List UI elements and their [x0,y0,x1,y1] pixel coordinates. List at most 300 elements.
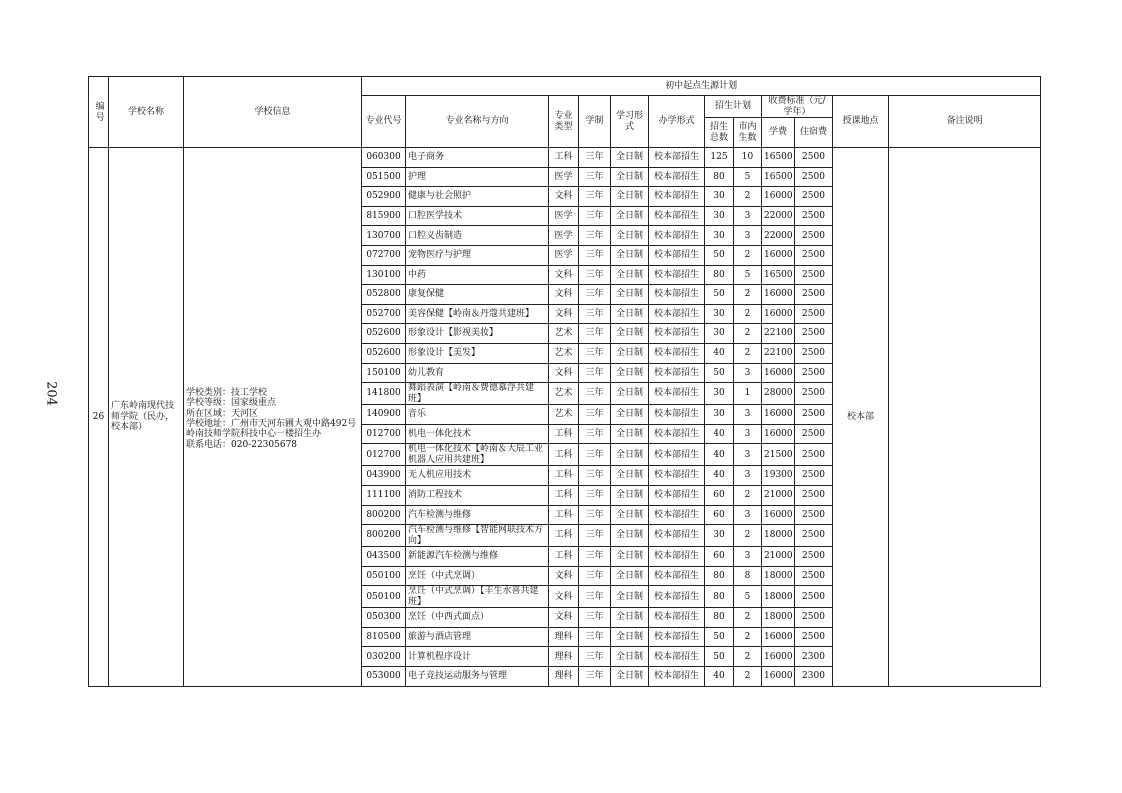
header-major-type: 专业类型 [549,96,579,148]
enroll-total: 50 [705,285,734,305]
enroll-total: 125 [705,148,734,168]
run-form: 校本部招生 [649,324,705,344]
enroll-city: 2 [734,525,762,547]
study-form: 全日制 [611,226,649,246]
enroll-total: 30 [705,324,734,344]
dorm-fee: 2500 [795,226,833,246]
tuition-fee: 16500 [762,167,795,187]
major-type: 工科 [549,485,579,505]
duration: 三年 [579,424,611,444]
major-name: 消防工程技术 [406,485,549,505]
dorm-fee: 2500 [795,627,833,647]
enroll-total: 50 [705,627,734,647]
duration: 三年 [579,647,611,667]
run-form: 校本部招生 [649,245,705,265]
major-code: 141800 [362,383,406,405]
duration: 三年 [579,525,611,547]
study-form: 全日制 [611,324,649,344]
major-code: 052700 [362,304,406,324]
duration: 三年 [579,405,611,425]
tuition-fee: 16000 [762,285,795,305]
major-code: 051500 [362,167,406,187]
major-type: 艺术 [549,383,579,405]
enroll-total: 60 [705,485,734,505]
enroll-city: 2 [734,647,762,667]
enroll-total: 40 [705,444,734,466]
major-code: 012700 [362,424,406,444]
enroll-total: 30 [705,206,734,226]
school-info [184,148,362,687]
header-run-form: 办学形式 [649,96,705,148]
run-form: 校本部招生 [649,167,705,187]
dorm-fee: 2500 [795,383,833,405]
enroll-city: 2 [734,608,762,628]
enroll-city: 2 [734,285,762,305]
major-name: 形象设计【影视美妆】 [406,324,549,344]
study-form: 全日制 [611,265,649,285]
header-city: 市内生数 [734,118,762,148]
major-name: 电子商务 [406,148,549,168]
major-code: 060300 [362,148,406,168]
run-form: 校本部招生 [649,586,705,608]
major-code: 130100 [362,265,406,285]
enroll-total: 80 [705,608,734,628]
tuition-fee: 16000 [762,647,795,667]
major-code: 052600 [362,343,406,363]
major-type: 文科 [549,586,579,608]
enroll-city: 5 [734,265,762,285]
major-name: 中药 [406,265,549,285]
enroll-city: 3 [734,444,762,466]
study-form: 全日制 [611,444,649,466]
major-type: 医学 [549,206,579,226]
enroll-total: 80 [705,586,734,608]
dorm-fee: 2500 [795,547,833,567]
enroll-total: 60 [705,505,734,525]
dorm-fee: 2500 [795,148,833,168]
tuition-fee: 19300 [762,466,795,486]
duration: 三年 [579,383,611,405]
major-name: 无人机应用技术 [406,466,549,486]
dorm-fee: 2500 [795,444,833,466]
major-type: 文科 [549,363,579,383]
study-form: 全日制 [611,187,649,207]
dorm-fee: 2500 [795,466,833,486]
school-no: 26 [89,148,109,687]
run-form: 校本部招生 [649,547,705,567]
major-code: 012700 [362,444,406,466]
enroll-city: 3 [734,226,762,246]
header-total: 招生总数 [705,118,734,148]
school-info-line: 学校类别：技工学校 [186,388,268,398]
run-form: 校本部招生 [649,505,705,525]
duration: 三年 [579,466,611,486]
tuition-fee: 16000 [762,363,795,383]
major-code: 130700 [362,226,406,246]
tuition-fee: 21500 [762,444,795,466]
school-info-line: 学校等级：国家级重点 [186,398,277,409]
enroll-total: 80 [705,167,734,187]
dorm-fee: 2300 [795,647,833,667]
tuition-fee: 21000 [762,485,795,505]
duration: 三年 [579,265,611,285]
duration: 三年 [579,148,611,168]
run-form: 校本部招生 [649,608,705,628]
tuition-fee: 22000 [762,226,795,246]
major-code: 052600 [362,324,406,344]
enroll-city: 2 [734,304,762,324]
duration: 三年 [579,547,611,567]
study-form: 全日制 [611,525,649,547]
major-type: 文科 [549,285,579,305]
tuition-fee: 16000 [762,405,795,425]
header-major-code: 专业代号 [362,96,406,148]
run-form: 校本部招生 [649,566,705,586]
header-location: 授课地点 [833,96,889,148]
dorm-fee: 2500 [795,304,833,324]
enroll-total: 40 [705,667,734,687]
major-code: 111100 [362,485,406,505]
enroll-city: 3 [734,547,762,567]
enroll-total: 60 [705,547,734,567]
dorm-fee: 2500 [795,505,833,525]
enroll-total: 30 [705,304,734,324]
enroll-total: 40 [705,466,734,486]
tuition-fee: 21000 [762,547,795,567]
major-name: 幼儿教育 [406,363,549,383]
major-code: 030200 [362,647,406,667]
major-type: 理科 [549,647,579,667]
run-form: 校本部招生 [649,363,705,383]
table-row [89,148,1041,168]
run-form: 校本部招生 [649,667,705,687]
dorm-fee: 2500 [795,343,833,363]
major-code: 800200 [362,505,406,525]
dorm-fee: 2500 [795,265,833,285]
study-form: 全日制 [611,586,649,608]
major-name: 护理 [406,167,549,187]
teaching-location: 校本部 [833,148,889,687]
major-code: 053000 [362,667,406,687]
major-name: 口腔医学技术 [406,206,549,226]
tuition-fee: 18000 [762,608,795,628]
major-code: 072700 [362,245,406,265]
dorm-fee: 2500 [795,324,833,344]
tuition-fee: 16000 [762,187,795,207]
major-name: 汽车检测与维修 [406,505,549,525]
header-tuition: 学费 [762,118,795,148]
header-duration: 学制 [579,96,611,148]
enroll-city: 3 [734,466,762,486]
major-name: 烹饪（中式烹调）【丰生水喜共建班】 [406,586,549,608]
enroll-city: 10 [734,148,762,168]
tuition-fee: 18000 [762,525,795,547]
major-code: 043900 [362,466,406,486]
major-code: 140900 [362,405,406,425]
header-major-name: 专业名称与方向 [406,96,549,148]
major-code: 052800 [362,285,406,305]
duration: 三年 [579,245,611,265]
enroll-total: 30 [705,525,734,547]
study-form: 全日制 [611,485,649,505]
enroll-total: 40 [705,343,734,363]
duration: 三年 [579,187,611,207]
enroll-total: 30 [705,405,734,425]
major-name: 机电一体化技术【岭南＆大辰工业机器人应用共建班】 [406,444,549,466]
tuition-fee: 16000 [762,627,795,647]
major-type: 艺术 [549,405,579,425]
run-form: 校本部招生 [649,187,705,207]
dorm-fee: 2500 [795,245,833,265]
major-code: 050100 [362,586,406,608]
major-type: 医学 [549,245,579,265]
run-form: 校本部招生 [649,466,705,486]
major-code: 050300 [362,608,406,628]
tuition-fee: 16000 [762,424,795,444]
header-dorm: 住宿费 [795,118,833,148]
enroll-city: 5 [734,586,762,608]
run-form: 校本部招生 [649,304,705,324]
duration: 三年 [579,285,611,305]
major-name: 新能源汽车检测与维修 [406,547,549,567]
school-name: 广东岭南现代技师学院（民办，校本部） [109,148,184,687]
enroll-total: 50 [705,363,734,383]
dorm-fee: 2500 [795,206,833,226]
study-form: 全日制 [611,206,649,226]
major-type: 文科 [549,304,579,324]
header-group-title: 初中起点生源计划 [362,77,1041,96]
major-type: 艺术 [549,324,579,344]
major-type: 工科 [549,547,579,567]
major-name: 音乐 [406,405,549,425]
duration: 三年 [579,444,611,466]
tuition-fee: 16000 [762,245,795,265]
run-form: 校本部招生 [649,285,705,305]
major-type: 文科 [549,566,579,586]
study-form: 全日制 [611,424,649,444]
enroll-city: 5 [734,167,762,187]
enroll-total: 80 [705,265,734,285]
school-info-line: 联系电话：020-22305678 [186,439,298,450]
tuition-fee: 16000 [762,304,795,324]
major-type: 工科 [549,525,579,547]
study-form: 全日制 [611,667,649,687]
study-form: 全日制 [611,304,649,324]
major-code: 150100 [362,363,406,383]
major-name: 舞蹈表演【岭南＆费德慕浮共建班】 [406,383,549,405]
duration: 三年 [579,566,611,586]
major-name: 计算机程序设计 [406,647,549,667]
run-form: 校本部招生 [649,627,705,647]
enroll-total: 50 [705,647,734,667]
major-name: 宠物医疗与护理 [406,245,549,265]
run-form: 校本部招生 [649,343,705,363]
header-no: 编号 [89,77,109,148]
duration: 三年 [579,667,611,687]
study-form: 全日制 [611,285,649,305]
duration: 三年 [579,608,611,628]
dorm-fee: 2500 [795,566,833,586]
enrollment-table [88,76,1041,687]
duration: 三年 [579,586,611,608]
enroll-city: 2 [734,324,762,344]
duration: 三年 [579,485,611,505]
major-name: 健康与社会照护 [406,187,549,207]
major-type: 艺术 [549,343,579,363]
run-form: 校本部招生 [649,647,705,667]
study-form: 全日制 [611,383,649,405]
enroll-city: 3 [734,363,762,383]
dorm-fee: 2500 [795,525,833,547]
run-form: 校本部招生 [649,424,705,444]
run-form: 校本部招生 [649,206,705,226]
enroll-city: 2 [734,485,762,505]
dorm-fee: 2500 [795,285,833,305]
major-type: 文科 [549,187,579,207]
major-code: 043500 [362,547,406,567]
run-form: 校本部招生 [649,485,705,505]
study-form: 全日制 [611,466,649,486]
duration: 三年 [579,304,611,324]
major-name: 电子竞技运动服务与管理 [406,667,549,687]
major-code: 050100 [362,566,406,586]
major-name: 旅游与酒店管理 [406,627,549,647]
enroll-city: 2 [734,667,762,687]
study-form: 全日制 [611,167,649,187]
enroll-total: 50 [705,245,734,265]
run-form: 校本部招生 [649,525,705,547]
study-form: 全日制 [611,647,649,667]
major-type: 工科 [549,148,579,168]
duration: 三年 [579,363,611,383]
enroll-city: 3 [734,505,762,525]
tuition-fee: 18000 [762,566,795,586]
major-name: 美容保健【岭南＆丹蔻共建班】 [406,304,549,324]
major-code: 052900 [362,187,406,207]
major-type: 工科 [549,424,579,444]
study-form: 全日制 [611,148,649,168]
dorm-fee: 2500 [795,424,833,444]
run-form: 校本部招生 [649,226,705,246]
major-type: 医学 [549,167,579,187]
major-name: 口腔义齿制造 [406,226,549,246]
duration: 三年 [579,505,611,525]
page-number: 204 [43,381,59,406]
tuition-fee: 22100 [762,343,795,363]
remarks [889,148,1041,687]
enroll-city: 2 [734,627,762,647]
major-type: 工科 [549,505,579,525]
study-form: 全日制 [611,405,649,425]
enroll-total: 30 [705,226,734,246]
tuition-fee: 22100 [762,324,795,344]
major-code: 810500 [362,627,406,647]
tuition-fee: 18000 [762,586,795,608]
enroll-city: 3 [734,424,762,444]
run-form: 校本部招生 [649,383,705,405]
tuition-fee: 16000 [762,505,795,525]
run-form: 校本部招生 [649,444,705,466]
header-remarks: 备注说明 [889,96,1041,148]
duration: 三年 [579,206,611,226]
duration: 三年 [579,343,611,363]
major-name: 康复保健 [406,285,549,305]
duration: 三年 [579,167,611,187]
school-info-line: 学校地址：广州市天河东圃大观中路492号岭南技师学院科技中心一楼招生办 [186,419,357,440]
major-type: 医学 [549,226,579,246]
major-name: 形象设计【美发】 [406,343,549,363]
study-form: 全日制 [611,363,649,383]
header-study-form: 学习形式 [611,96,649,148]
duration: 三年 [579,324,611,344]
study-form: 全日制 [611,343,649,363]
header-school-info: 学校信息 [184,77,362,148]
tuition-fee: 22000 [762,206,795,226]
tuition-fee: 16500 [762,148,795,168]
major-code: 815900 [362,206,406,226]
dorm-fee: 2500 [795,187,833,207]
dorm-fee: 2500 [795,167,833,187]
enroll-city: 1 [734,383,762,405]
enroll-city: 8 [734,566,762,586]
duration: 三年 [579,627,611,647]
dorm-fee: 2500 [795,586,833,608]
major-type: 理科 [549,627,579,647]
major-type: 工科 [549,466,579,486]
study-form: 全日制 [611,245,649,265]
enroll-city: 2 [734,245,762,265]
enroll-city: 3 [734,405,762,425]
study-form: 全日制 [611,608,649,628]
major-type: 工科 [549,444,579,466]
enroll-city: 3 [734,206,762,226]
dorm-fee: 2500 [795,608,833,628]
major-code: 800200 [362,525,406,547]
enroll-total: 40 [705,424,734,444]
run-form: 校本部招生 [649,265,705,285]
dorm-fee: 2300 [795,667,833,687]
run-form: 校本部招生 [649,405,705,425]
major-name: 汽车检测与维修【智能网联技术方向】 [406,525,549,547]
major-name: 机电一体化技术 [406,424,549,444]
major-type: 文科 [549,608,579,628]
enroll-city: 2 [734,343,762,363]
major-name: 烹饪（中式烹调） [406,566,549,586]
table-body [89,148,1041,687]
dorm-fee: 2500 [795,485,833,505]
header-fee-standard: 收费标准（元/学年） [762,96,833,118]
major-type: 理科 [549,667,579,687]
tuition-fee: 16500 [762,265,795,285]
dorm-fee: 2500 [795,405,833,425]
run-form: 校本部招生 [649,148,705,168]
enroll-total: 80 [705,566,734,586]
duration: 三年 [579,226,611,246]
major-name: 烹饪（中西式面点） [406,608,549,628]
header-school-name: 学校名称 [109,77,184,148]
tuition-fee: 28000 [762,383,795,405]
enroll-total: 30 [705,383,734,405]
study-form: 全日制 [611,547,649,567]
enroll-total: 30 [705,187,734,207]
header-enroll-plan: 招生计划 [705,96,762,118]
study-form: 全日制 [611,627,649,647]
tuition-fee: 16000 [762,667,795,687]
study-form: 全日制 [611,566,649,586]
major-type: 文科 [549,265,579,285]
school-info-line: 所在区域：天河区 [186,408,259,419]
enroll-city: 2 [734,187,762,207]
